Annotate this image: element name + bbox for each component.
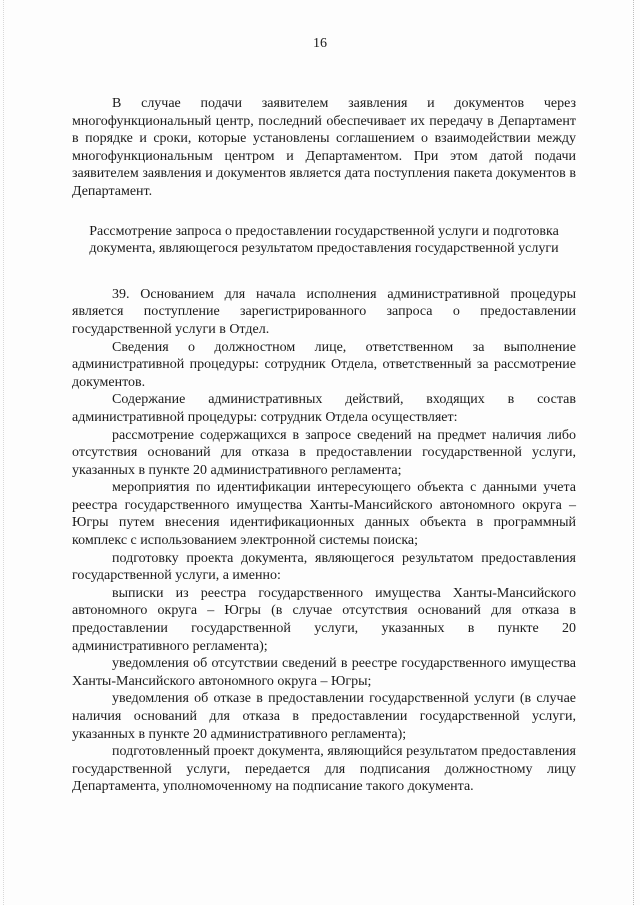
paragraph-notice-no-records: уведомления об отсутствии сведений в реестре государственного имущества Ханты-Мансийского автономного округа – Югры; <box>72 656 576 689</box>
paragraph-prepare-draft: подготовку проекта документа, являющегося результатом предоставления государственной услуги, а именно: <box>72 550 576 584</box>
page-number: 16 <box>313 36 327 51</box>
paragraph-review-request: рассмотрение содержащихся в запросе сведений на предмет наличия либо отсутствия оснований для отказа в предоставлении государственной услуги, указанных в пункте 20 административного регламента; <box>72 427 576 478</box>
scan-edge-left <box>3 0 4 905</box>
section-heading: Рассмотрение запроса о предоставлении государственной услуги и подготовка документа, являющегося результатом предоставления государственной услуги <box>89 223 559 257</box>
paragraph-notice-refusal: уведомления об отказе в предоставлении государственной услуги (в случае наличия оснований для отказа в предоставлении государственной услуги, указанных в пункте 20 административного регламента); <box>72 691 576 742</box>
paragraph-responsible-official: Сведения о должностном лице, ответственном за выполнение административной процедуры: сотрудник Отдела, ответственный за рассмотрение документов. <box>72 339 576 390</box>
paragraph-identification: мероприятия по идентификации интересующего объекта с данными учета реестра государственного имущества Ханты-Мансийского автономного округа – Югры путем внесения идентификационных данных объекта в программный комплекс с использованием электронной системы поиска; <box>72 480 576 549</box>
document-body <box>72 95 576 796</box>
paragraph-clause-39: 39. Основанием для начала исполнения административной процедуры является поступление зарегистрированного запроса о предоставлении государственной услуги в Отдел. <box>72 286 576 337</box>
paragraph-draft-signing: подготовленный проект документа, являющийся результатом предоставления государственной услуги, передается для подписания должностному лицу Департамента, уполномоченному на подписание такого документа. <box>72 744 576 795</box>
scan-edge-right <box>633 0 634 905</box>
intro-paragraph: В случае подачи заявителем заявления и документов через многофункциональный центр, последний обеспечивает их передачу в Департамент в порядке и сроки, которые установлены соглашением о взаимодействии между многофункциональным центром и Департаментом. При этом датой подачи заявителем заявления и документов является дата поступления пакета документов в Департамент. <box>72 96 576 199</box>
paragraph-registry-extract: выписки из реестра государственного имущества Ханты-Мансийского автономного округа – Югры (в случае отсутствия оснований для отказа в предоставлении государственной услуги, указанных в пункте 20 административного регламента); <box>72 585 576 654</box>
paragraph-actions-content: Содержание административных действий, входящих в состав административной процедуры: сотрудник Отдела осуществляет: <box>72 392 576 425</box>
